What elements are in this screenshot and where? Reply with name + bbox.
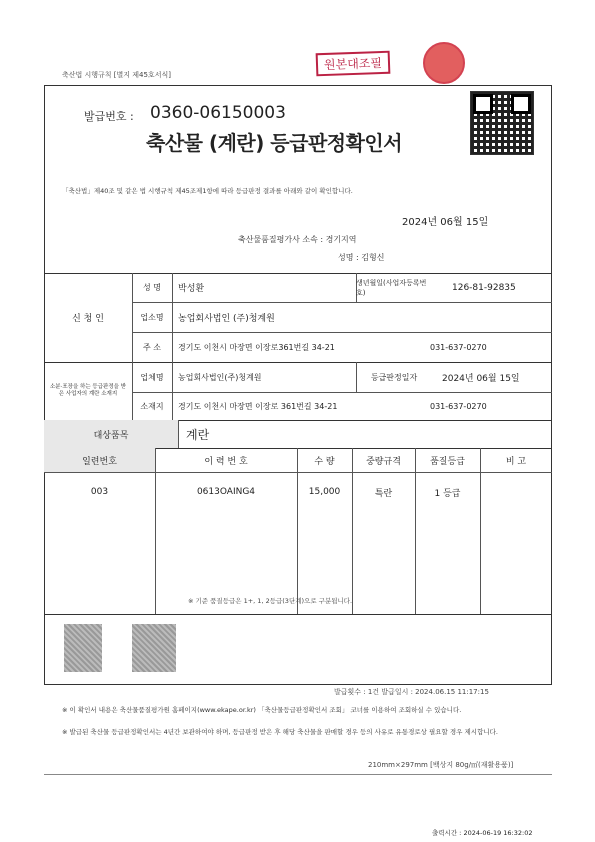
col-quantity: 수 량: [314, 456, 335, 467]
redacted-block: [132, 624, 176, 672]
grader-name: 성명 : 김형신: [338, 253, 385, 262]
bizno: 126-81-92835: [452, 282, 516, 293]
row-quantity: 15,000: [308, 487, 341, 497]
row-serial: 003: [90, 487, 109, 497]
col-serial: 일련번호: [44, 448, 155, 472]
footer-note-1: ※ 이 확인서 내용은 축산물품질평가원 홈페이지(www.ekape.or.kr) 「축산물등급판정확인서 조회」 코너를 이용하여 조회하실 수 있습니다.: [62, 706, 462, 714]
issue-number: 0360-06150003: [150, 103, 286, 123]
confirm-date: 2024년 06월 15일: [402, 217, 489, 228]
facility-group-label: 소분·포장을 하는 등급판정을 받은 사업자의 계란 소재지: [49, 383, 127, 397]
col-trace-number: 이 력 번 호: [204, 456, 248, 467]
col-grade: 품질등급: [430, 456, 465, 467]
paper-size: 210mm×297mm [백상지 80g/㎡(재활용품)]: [368, 761, 514, 769]
applicant-name: 박성환: [178, 284, 205, 294]
col-weight: 중량규격: [366, 456, 401, 467]
company-label: 업소명: [140, 312, 164, 322]
issue-number-label: 발급번호 :: [84, 110, 134, 123]
facility-phone: 031-637-0270: [430, 401, 487, 411]
applicant-name-label: 성 명: [143, 283, 161, 292]
grading-date: 2024년 06월 15일: [442, 373, 520, 384]
grading-date-label: 등급판정일자: [370, 372, 418, 382]
grade-note: ※ 기준 품질등급은 1+, 1, 2등급(3단계)으로 구분됩니다.: [188, 597, 353, 605]
print-time: 출력시간 : 2024-06-19 16:32:02: [432, 829, 533, 837]
company-name: 농업회사법인 (주)청계원: [178, 313, 275, 324]
issue-info: 발급횟수 : 1건 발급일시 : 2024.06.15 11:17:15: [334, 688, 489, 696]
applicant-group-label: 신 청 인: [72, 314, 104, 324]
col-remarks: 비 고: [505, 456, 527, 467]
grader-org: 축산물품질평가사 소속 : 경기지역: [238, 235, 357, 244]
form-number: 축산법 시행규칙 [별지 제45호서식]: [62, 71, 171, 79]
page-title: 축산물 (계란) 등급판정확인서: [146, 131, 403, 155]
row-weight: 특란: [374, 488, 393, 499]
intro-text: 「축산법」제40조 및 같은 법 시행규칙 제45조제1항에 따라 등급판정 결과를 아래와 같이 확인합니다.: [62, 187, 353, 195]
facility-name-label: 업체명: [140, 372, 164, 382]
address-label: 주 소: [143, 342, 161, 352]
facility-address-label: 소재지: [140, 401, 164, 411]
footer-note-2: ※ 발급된 축산물 등급판정확인서는 4년간 보관하여야 하며, 등급판정 받은 후 해당 축산물을 판매할 경우 등의 사유로 유통경로상 필요할 경우 제시합니다.: [62, 728, 498, 736]
row-remarks: [480, 482, 552, 502]
bizno-label: 생년월일(사업자등록번호): [356, 278, 427, 297]
applicant-phone: 031-637-0270: [430, 342, 487, 352]
applicant-address: 경기도 이천시 마장면 이장로361번길 34-21: [178, 342, 335, 352]
row-trace-number: 0613OAING4: [196, 487, 256, 497]
facility-address: 경기도 이천시 마장면 이장로 361번길 34-21: [178, 401, 338, 411]
product-name: 계란: [186, 427, 210, 442]
original-copy-stamp: 원본대조필: [316, 51, 391, 77]
facility-name: 농업회사법인(주)청계원: [178, 372, 262, 382]
qr-code-icon[interactable]: [470, 91, 534, 155]
row-grade: 1 등급: [434, 488, 461, 499]
official-seal-icon: [423, 42, 465, 84]
product-label: 대상품목: [44, 420, 178, 448]
redacted-block: [64, 624, 102, 672]
